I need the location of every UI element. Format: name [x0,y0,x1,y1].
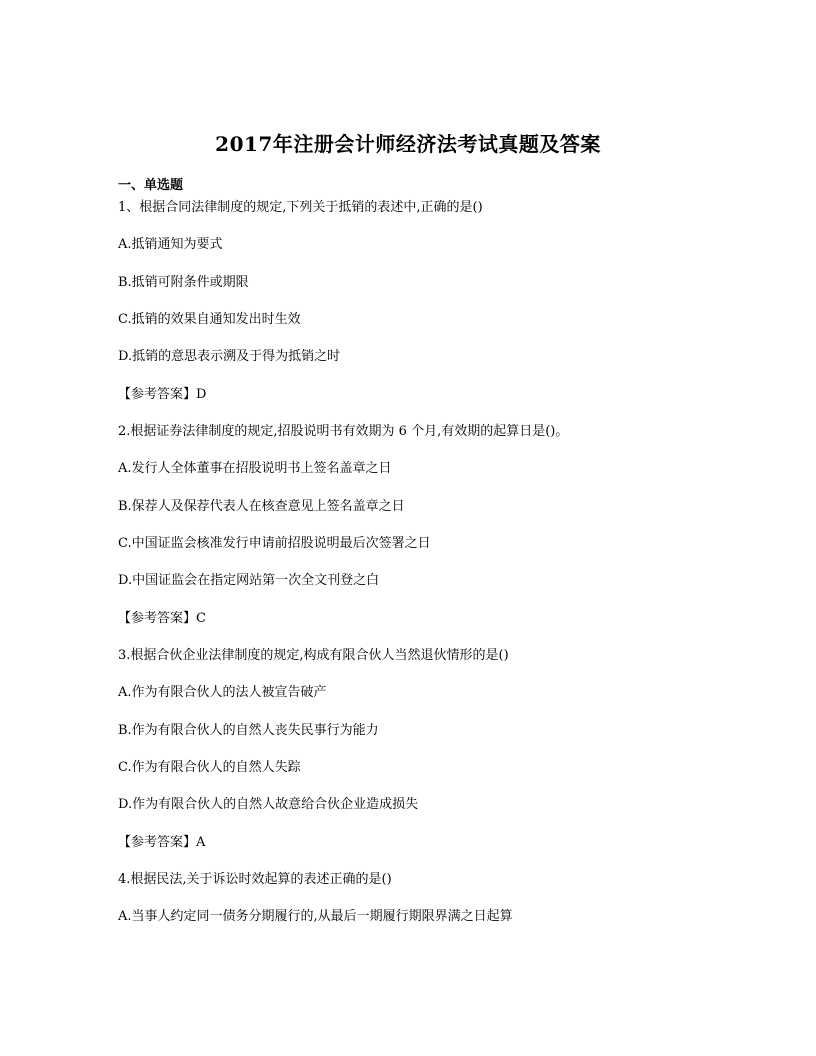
question-2-answer: 【参考答案】C [118,611,206,626]
question-3-option-c: C.作为有限合伙人的自然人失踪 [118,760,301,775]
question-2-option-d: D.中国证监会在指定网站第一次全文刊登之白 [118,573,380,588]
question-3-option-a: A.作为有限合伙人的法人被宣告破产 [118,685,327,700]
question-1-answer: 【参考答案】D [118,387,207,402]
question-4-stem: 4.根据民法,关于诉讼时效起算的表述正确的是() [118,872,392,887]
section-heading: 一、单选题 [118,178,184,193]
question-2-stem: 2.根据证券法律制度的规定,招股说明书有效期为 6 个月,有效期的起算日是()。 [118,424,569,439]
question-4-option-a: A.当事人约定同一债务分期履行的,从最后一期履行期限界满之日起算 [118,909,513,924]
question-3-stem: 3.根据合伙企业法律制度的规定,构成有限合伙人当然退伙情形的是() [118,648,509,663]
question-1-option-d: D.抵销的意思表示溯及于得为抵销之时 [118,349,341,364]
question-2-option-b: B.保荐人及保荐代表人在核查意见上签名盖章之日 [118,499,405,514]
question-2-option-a: A.发行人全体董事在招股说明书上签名盖章之日 [118,461,392,476]
question-1-option-a: A.抵销通知为要式 [118,237,223,252]
question-2-option-c: C.中国证监会核准发行申请前招股说明最后次签署之日 [118,536,431,551]
question-1-stem: 1、根据合同法律制度的规定,下列关于抵销的表述中,正确的是() [118,200,483,215]
question-3-option-b: B.作为有限合伙人的自然人丧失民事行为能力 [118,723,379,738]
question-3-answer: 【参考答案】A [118,835,206,850]
question-1-option-b: B.抵销可附条件或期限 [118,275,249,290]
document-title: 2017年注册会计师经济法考试真题及答案 [215,132,601,156]
question-3-option-d: D.作为有限合伙人的自然人故意给合伙企业造成损失 [118,797,419,812]
question-1-option-c: C.抵销的效果自通知发出时生效 [118,312,301,327]
